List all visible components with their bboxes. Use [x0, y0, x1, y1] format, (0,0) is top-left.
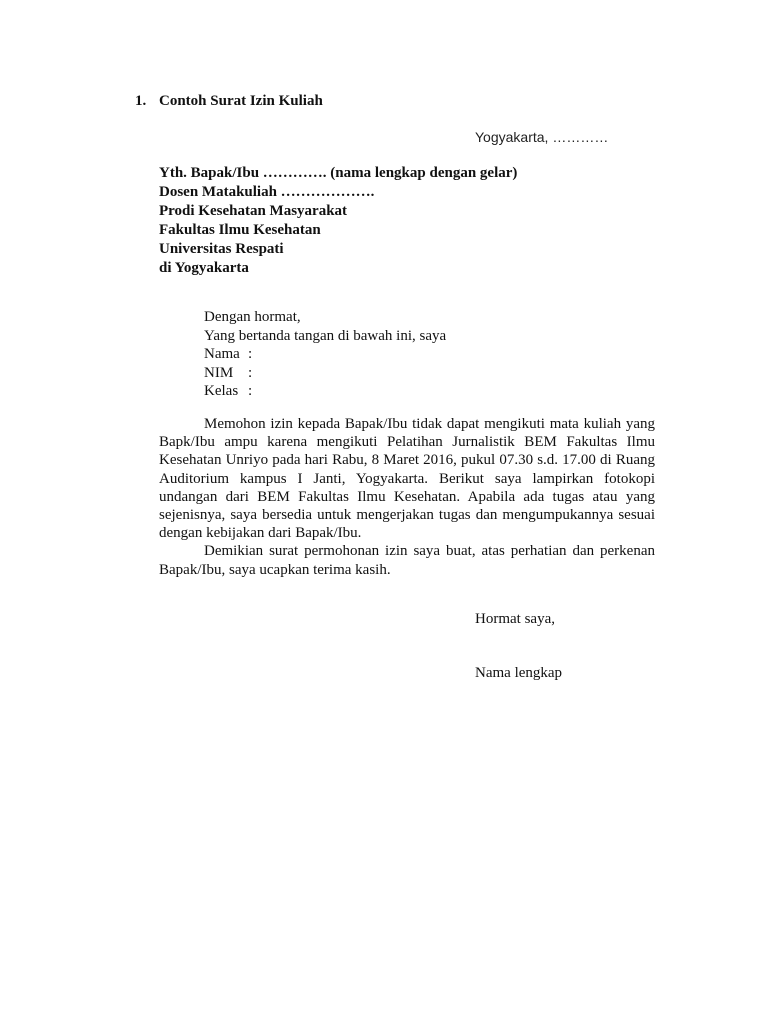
recipient-line-1: Yth. Bapak/Ibu …………. (nama lengkap dengan gelar)	[159, 165, 518, 181]
recipient-line-6: di Yogyakarta	[159, 260, 249, 276]
greeting-block	[204, 308, 446, 401]
field-nim-row	[204, 364, 446, 383]
body-paragraph-1: Memohon izin kepada Bapak/Ibu tidak dapat mengikuti mata kuliah yang Bapk/Ibu ampu karena mengikuti Pelatihan Jurnalistik BEM Fakultas Ilmu Kesehatan Unriyo pada hari Rabu, 8 Maret 2016, pukul 07.30 s.d. 17.00 di Ruang Auditorium kampus I Janti, Yogyakarta. Berikut saya lampirkan fotokopi undangan dari BEM Fakultas Ilmu Kesehatan. Apabila ada tugas atau yang sejenisnya, saya bersedia untuk mengerjakan tugas dan mengumpukannya sesuai dengan kebijakan dari Bapak/Ibu.	[159, 416, 655, 542]
intro-line: Yang bertanda tangan di bawah ini, saya	[204, 327, 447, 344]
recipient-line-3: Prodi Kesehatan Masyarakat	[159, 203, 348, 219]
field-name-row	[204, 345, 446, 364]
section-heading	[135, 93, 323, 110]
place-date-line: Yogyakarta, …………	[475, 129, 609, 145]
field-class-label: Kelas	[204, 383, 239, 399]
field-class-row	[204, 382, 446, 401]
field-nim-label: NIM	[204, 364, 234, 381]
field-class-separator: :	[248, 383, 253, 399]
heading-number: 1.	[135, 93, 147, 109]
letter-body	[159, 415, 655, 579]
signature-name: Nama lengkap	[475, 665, 563, 681]
recipient-line-2: Dosen Matakuliah ……………….	[159, 184, 375, 200]
heading-title: Contoh Surat Izin Kuliah	[159, 93, 323, 109]
recipient-line-5: Universitas Respati	[159, 241, 284, 257]
recipient-line-4: Fakultas Ilmu Kesehatan	[159, 222, 321, 238]
salutation: Dengan hormat,	[204, 309, 301, 325]
field-name-separator: :	[248, 346, 253, 362]
field-name-label: Nama	[204, 346, 240, 362]
body-paragraph-2: Demikian surat permohonan izin saya buat, atas perhatian dan perkenan Bapak/Ibu, saya ucapkan terima kasih.	[159, 543, 655, 578]
closing-salutation: Hormat saya,	[475, 611, 555, 627]
recipient-address	[159, 164, 517, 278]
field-nim-separator: :	[248, 364, 253, 381]
